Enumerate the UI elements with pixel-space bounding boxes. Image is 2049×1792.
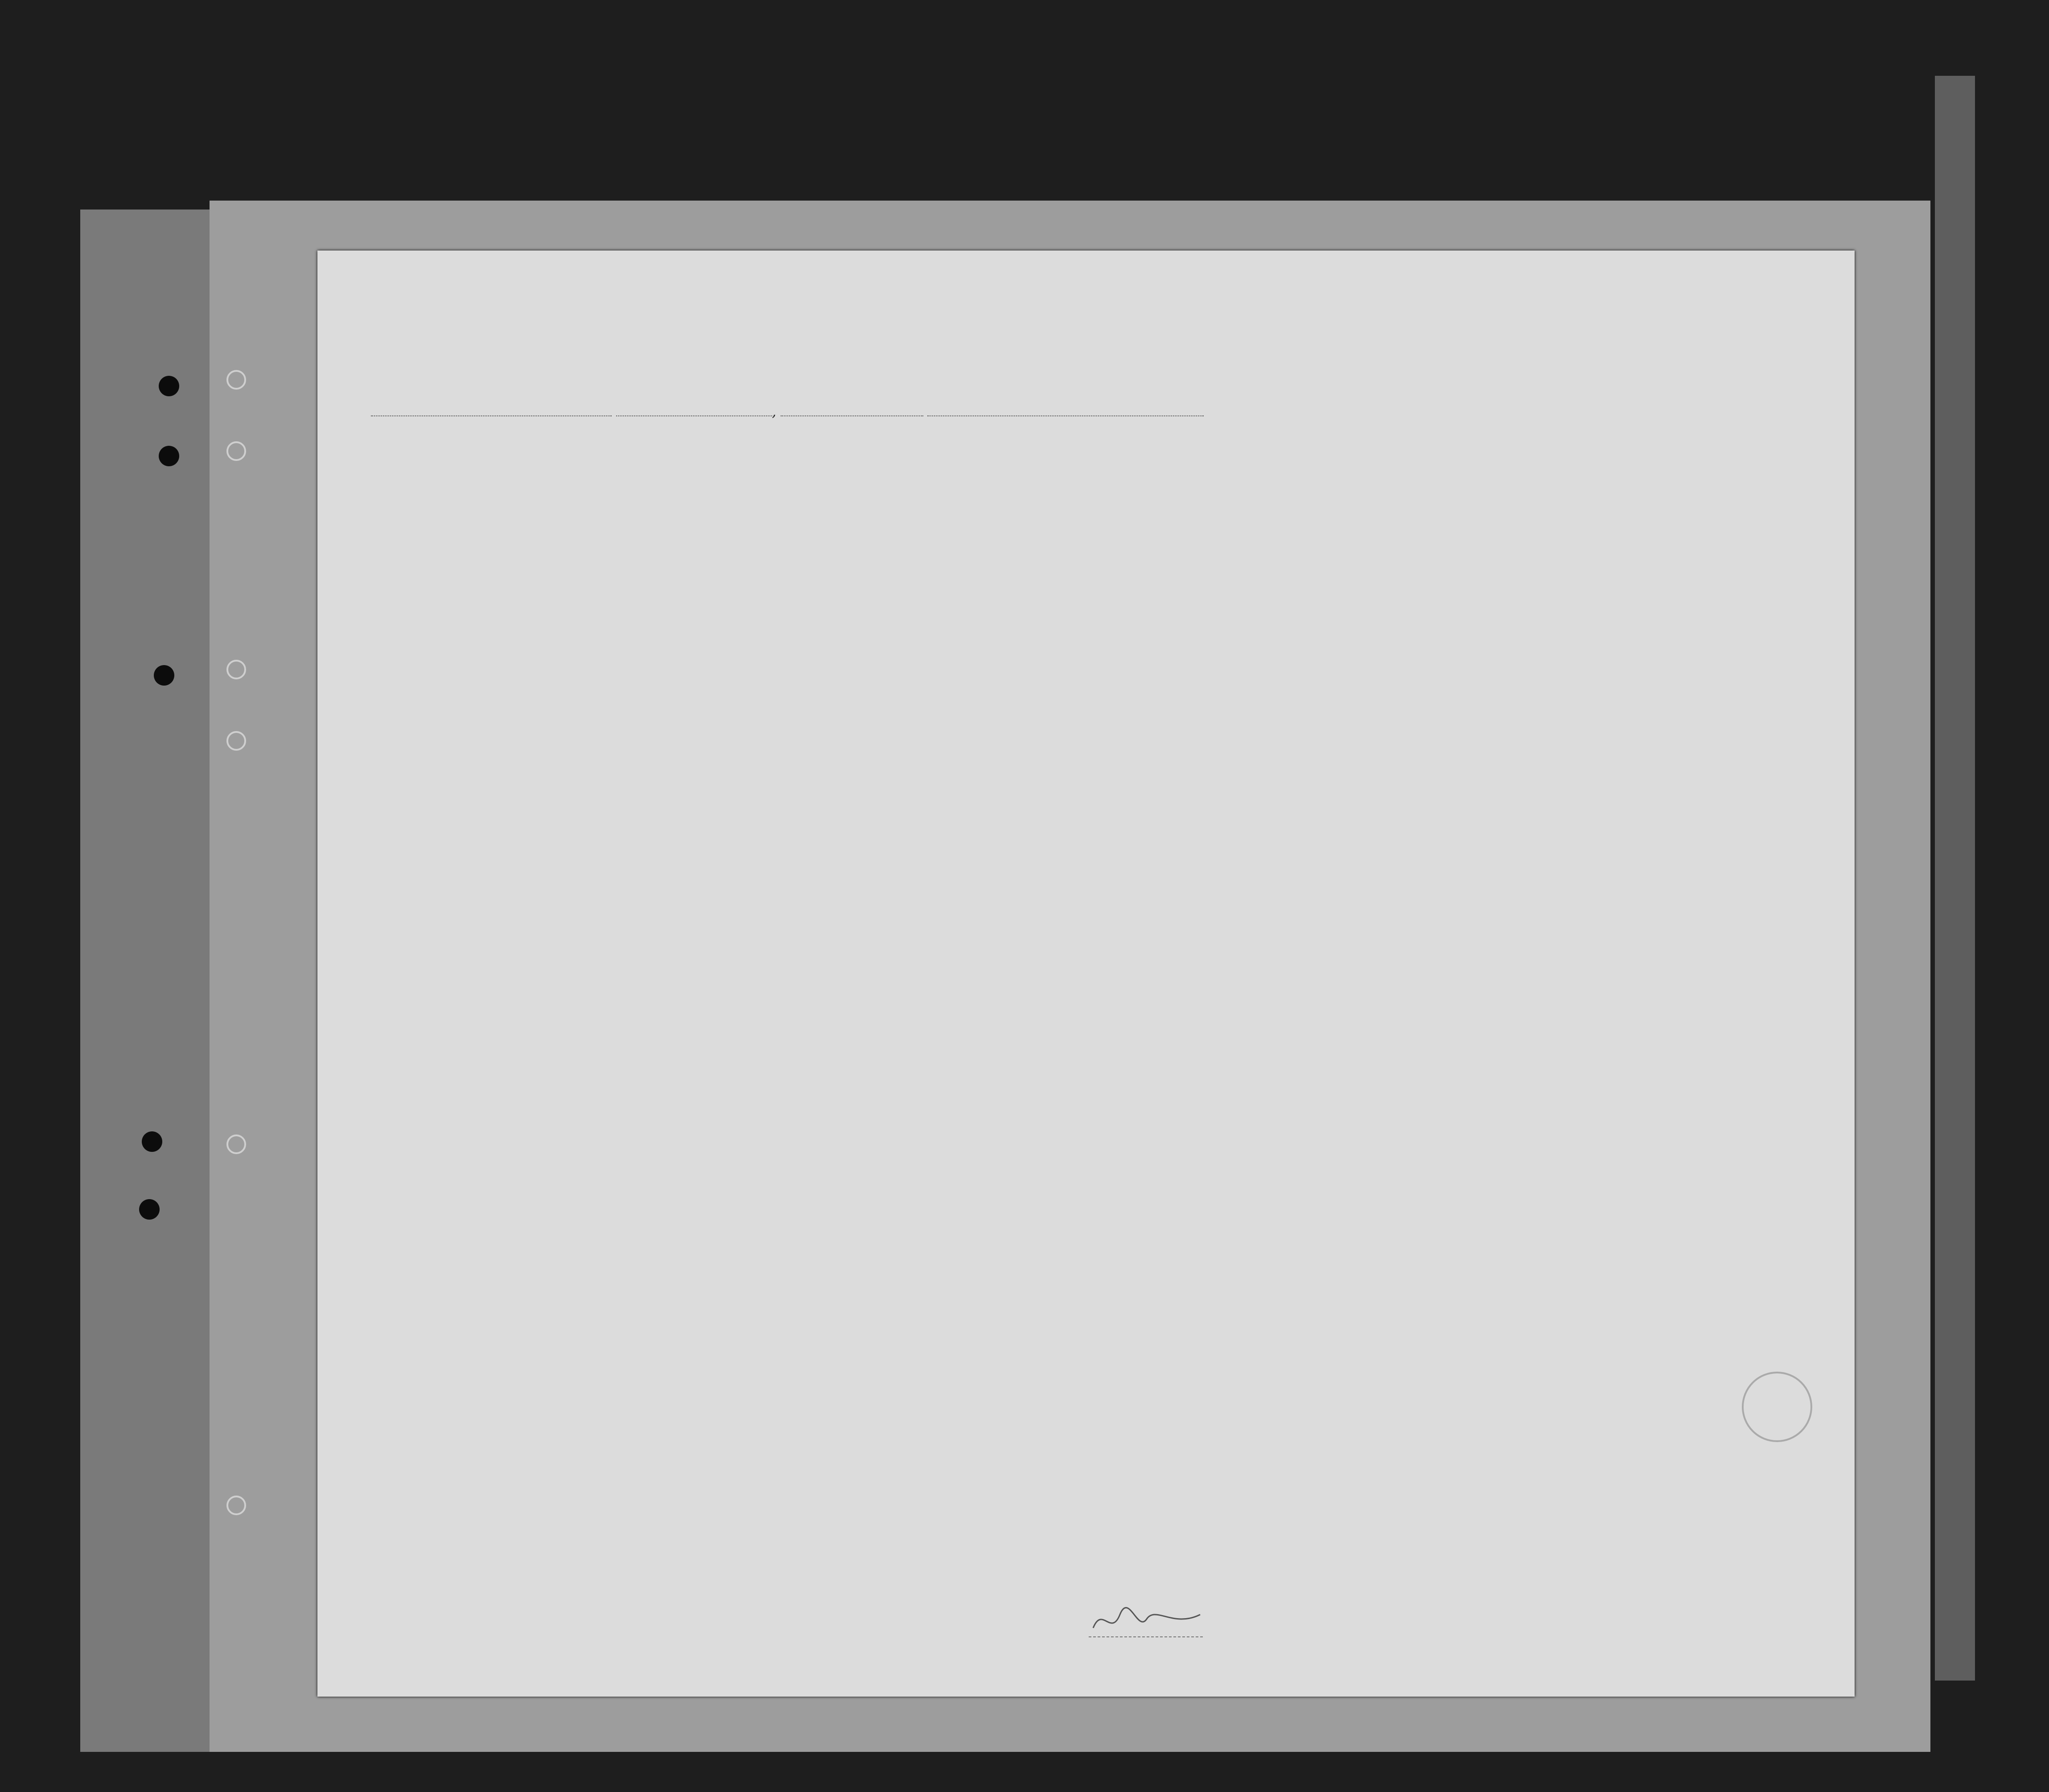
binder-hole	[154, 665, 174, 686]
col-11-header	[1233, 445, 1331, 472]
col-16-header	[1603, 445, 1750, 472]
official-stamp	[1742, 1372, 1812, 1442]
binder-hole	[159, 376, 179, 396]
binder-hole	[159, 446, 179, 466]
binder-ring-hole	[226, 1496, 246, 1515]
binder-hole	[142, 1131, 162, 1152]
col-12-header	[1331, 445, 1424, 472]
manifest-sheet	[317, 251, 1855, 1697]
vessel-line: ,	[371, 404, 1204, 420]
col-13-header	[1424, 445, 1469, 472]
back-sheet-right-edge	[1935, 76, 1975, 1681]
col-15-header	[1514, 445, 1603, 472]
back-sheet-left	[80, 210, 214, 1752]
binder-ring-hole	[226, 731, 246, 751]
col-4-header	[763, 445, 826, 463]
binder-ring-hole	[226, 441, 246, 461]
col-14-header	[1469, 445, 1514, 472]
col-17-header	[1750, 445, 1848, 472]
col-8-header	[1123, 445, 1164, 472]
col-1-header	[373, 445, 400, 463]
binder-ring-hole	[226, 1134, 246, 1154]
binder-ring-hole	[226, 370, 246, 390]
binder-ring-hole	[226, 660, 246, 679]
col-2-header	[402, 445, 456, 463]
col-10-header	[1193, 445, 1233, 472]
col-7-header	[1079, 445, 1123, 463]
col-6-header	[936, 445, 1079, 463]
col-9-header	[1164, 445, 1193, 472]
binder-hole	[139, 1199, 160, 1220]
col-5-header	[829, 445, 936, 472]
inspector-signature	[1084, 1601, 1209, 1641]
col-3-header	[460, 445, 772, 463]
